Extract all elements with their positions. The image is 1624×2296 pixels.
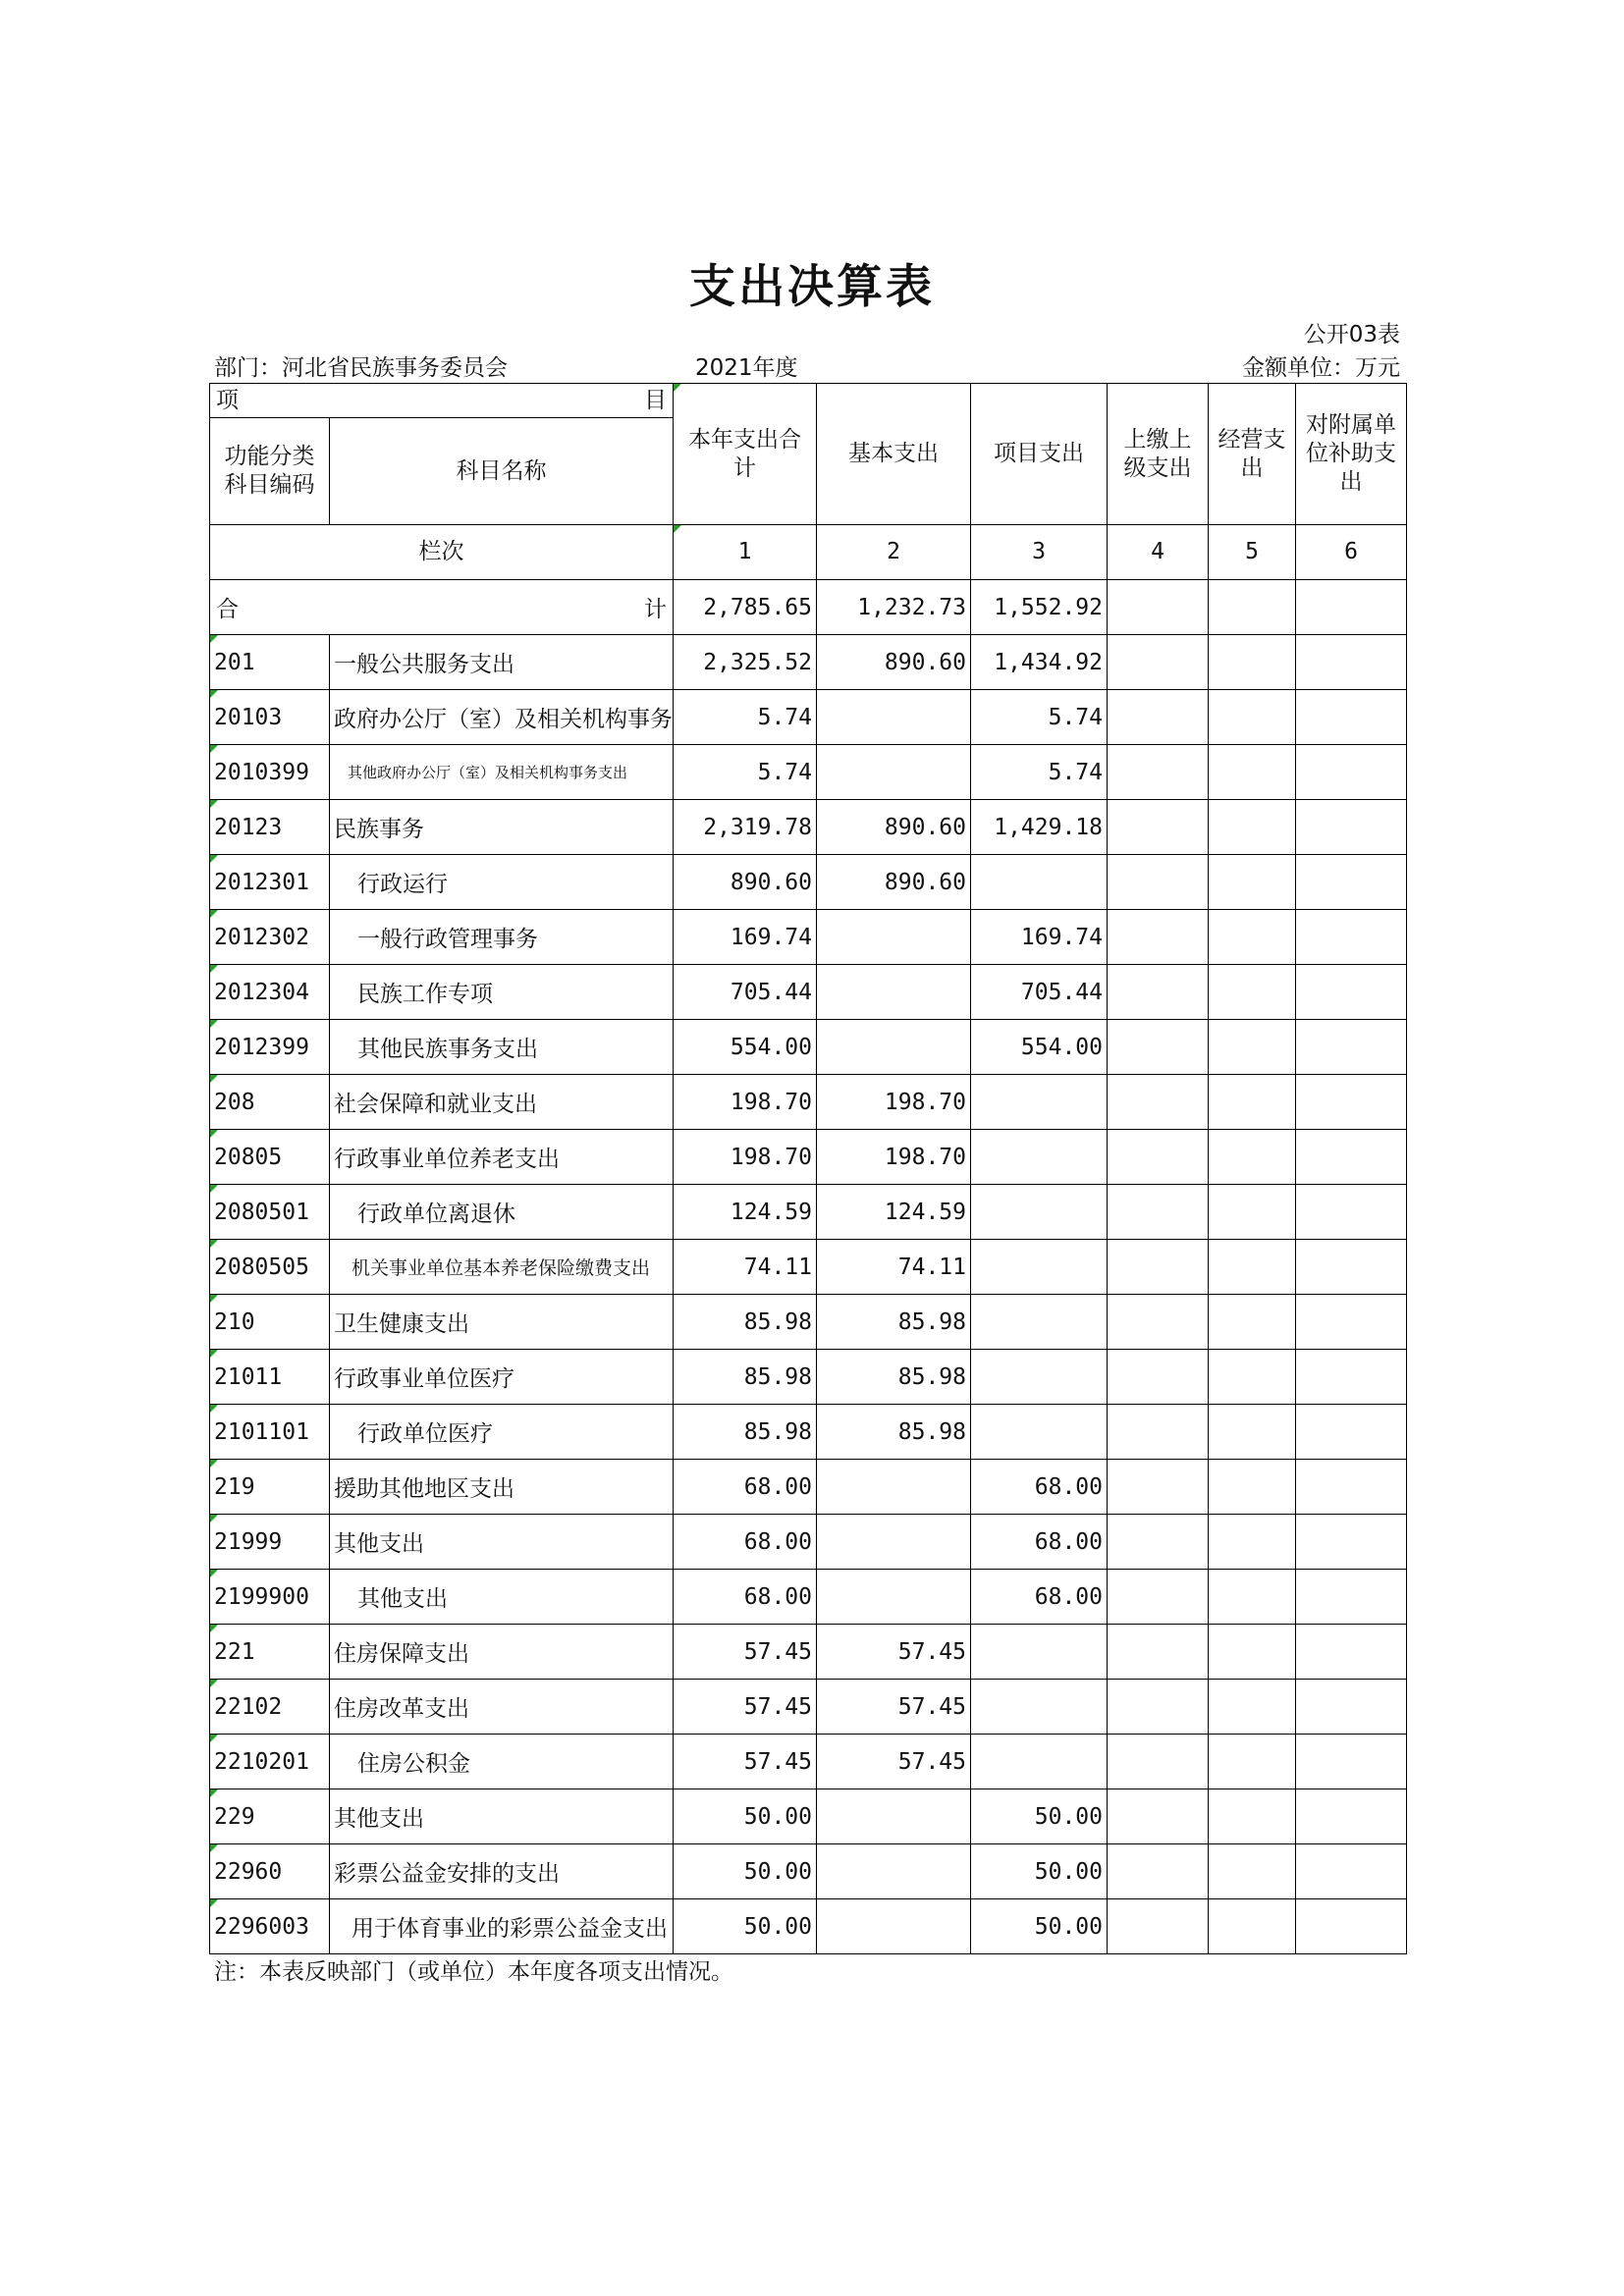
row-c3 (971, 1680, 1108, 1735)
row-c3: 5.74 (971, 745, 1108, 800)
expenditure-table (209, 383, 1407, 1954)
row-c2 (817, 1899, 971, 1954)
row-c1: 890.60 (674, 855, 817, 910)
header-col2: 基本支出 (817, 384, 971, 525)
row-c2: 85.98 (817, 1350, 971, 1405)
item-header (210, 384, 674, 418)
header-col5: 经营支出 (1209, 384, 1296, 525)
row-name: 政府办公厅（室）及相关机构事务 (330, 690, 674, 745)
row-code: 201 (210, 635, 330, 690)
table-row (210, 1240, 1407, 1295)
row-name: 一般行政管理事务 (330, 910, 674, 965)
row-code: 210 (210, 1295, 330, 1350)
row-c2: 57.45 (817, 1625, 971, 1680)
row-c3: 68.00 (971, 1515, 1108, 1570)
row-c3: 50.00 (971, 1899, 1108, 1954)
row-c1: 198.70 (674, 1130, 817, 1185)
table-row (210, 1075, 1407, 1130)
department-label: 部门：河北省民族事务委员会 (214, 355, 508, 381)
row-name: 其他支出 (330, 1789, 674, 1844)
row-c1: 5.74 (674, 690, 817, 745)
table-row (210, 635, 1407, 690)
row-c2: 890.60 (817, 855, 971, 910)
row-c1: 2,325.52 (674, 635, 817, 690)
row-name: 其他政府办公厅（室）及相关机构事务支出 (330, 745, 674, 800)
row-name: 彩票公益金安排的支出 (330, 1844, 674, 1899)
row-c3 (971, 1185, 1108, 1240)
row-code: 208 (210, 1075, 330, 1130)
page-title: 支出决算表 (689, 260, 935, 314)
table-row (210, 910, 1407, 965)
row-c2: 57.45 (817, 1680, 971, 1735)
row-c1: 68.00 (674, 1460, 817, 1515)
row-c3: 1,434.92 (971, 635, 1108, 690)
row-c2 (817, 1020, 971, 1075)
item-header-right: 目 (644, 387, 667, 413)
row-c2 (817, 1570, 971, 1625)
row-code: 2012302 (210, 910, 330, 965)
row-c2 (817, 745, 971, 800)
row-c2 (817, 965, 971, 1020)
row-code: 2296003 (210, 1899, 330, 1954)
table-row (210, 1680, 1407, 1735)
row-c3 (971, 1405, 1108, 1460)
header-col4: 上缴上级支出 (1108, 384, 1209, 525)
row-c3 (971, 1625, 1108, 1680)
row-name: 其他民族事务支出 (330, 1020, 674, 1075)
row-name: 行政运行 (330, 855, 674, 910)
row-c2: 85.98 (817, 1405, 971, 1460)
row-c1: 5.74 (674, 745, 817, 800)
row-c3: 68.00 (971, 1570, 1108, 1625)
index-3: 3 (971, 525, 1108, 580)
row-c2 (817, 690, 971, 745)
row-c2: 198.70 (817, 1075, 971, 1130)
row-c3 (971, 1735, 1108, 1789)
row-c1: 85.98 (674, 1350, 817, 1405)
table-row (210, 1570, 1407, 1625)
row-c3: 1,429.18 (971, 800, 1108, 855)
row-c1: 50.00 (674, 1844, 817, 1899)
row-code: 2012304 (210, 965, 330, 1020)
row-c2: 74.11 (817, 1240, 971, 1295)
row-c3 (971, 1130, 1108, 1185)
total-label-left: 合 (216, 597, 239, 622)
row-name: 机关事业单位基本养老保险缴费支出 (330, 1240, 674, 1295)
row-c1: 554.00 (674, 1020, 817, 1075)
row-code: 2080501 (210, 1185, 330, 1240)
row-name: 社会保障和就业支出 (330, 1075, 674, 1130)
footnote: 注：本表反映部门（或单位）本年度各项支出情况。 (214, 1959, 733, 1985)
total-label (210, 580, 674, 635)
row-code: 2012399 (210, 1020, 330, 1075)
row-c1: 57.45 (674, 1680, 817, 1735)
row-code: 21999 (210, 1515, 330, 1570)
row-c1: 705.44 (674, 965, 817, 1020)
row-name: 住房保障支出 (330, 1625, 674, 1680)
form-number: 公开03表 (1303, 322, 1400, 347)
index-label: 栏次 (210, 525, 674, 580)
row-c2: 57.45 (817, 1735, 971, 1789)
row-c2: 198.70 (817, 1130, 971, 1185)
table-row (210, 1460, 1407, 1515)
row-code: 2210201 (210, 1735, 330, 1789)
row-c2 (817, 910, 971, 965)
row-code: 2010399 (210, 745, 330, 800)
row-name: 行政单位医疗 (330, 1405, 674, 1460)
row-c1: 85.98 (674, 1295, 817, 1350)
table-row (210, 1515, 1407, 1570)
row-c2 (817, 1844, 971, 1899)
row-c3: 705.44 (971, 965, 1108, 1020)
index-2: 2 (817, 525, 971, 580)
header-col3: 项目支出 (971, 384, 1108, 525)
table-row (210, 1899, 1407, 1954)
row-c2: 890.60 (817, 800, 971, 855)
row-c3: 68.00 (971, 1460, 1108, 1515)
row-name: 一般公共服务支出 (330, 635, 674, 690)
row-c2 (817, 1460, 971, 1515)
header-code: 功能分类科目编码 (210, 418, 330, 525)
row-c1: 68.00 (674, 1515, 817, 1570)
row-code: 2080505 (210, 1240, 330, 1295)
row-c1: 198.70 (674, 1075, 817, 1130)
total-row (210, 580, 1407, 635)
row-c3: 5.74 (971, 690, 1108, 745)
row-c2 (817, 1515, 971, 1570)
row-c1: 2,319.78 (674, 800, 817, 855)
row-c3 (971, 1350, 1108, 1405)
table-row (210, 1625, 1407, 1680)
row-c1: 124.59 (674, 1185, 817, 1240)
row-name: 民族事务 (330, 800, 674, 855)
row-c1: 50.00 (674, 1789, 817, 1844)
total-c3: 1,552.92 (971, 580, 1108, 635)
header-name: 科目名称 (330, 418, 674, 525)
row-code: 22102 (210, 1680, 330, 1735)
row-name: 用于体育事业的彩票公益金支出 (330, 1899, 674, 1954)
row-code: 2199900 (210, 1570, 330, 1625)
amount-unit: 金额单位：万元 (1242, 355, 1400, 381)
total-c2: 1,232.73 (817, 580, 971, 635)
table-row (210, 965, 1407, 1020)
row-c3: 554.00 (971, 1020, 1108, 1075)
index-5: 5 (1209, 525, 1296, 580)
row-c1: 50.00 (674, 1899, 817, 1954)
fiscal-year: 2021年度 (695, 355, 798, 381)
table-row (210, 1130, 1407, 1185)
table-row (210, 1020, 1407, 1075)
row-code: 22960 (210, 1844, 330, 1899)
row-code: 229 (210, 1789, 330, 1844)
row-code: 20123 (210, 800, 330, 855)
row-c2 (817, 1789, 971, 1844)
index-6: 6 (1296, 525, 1407, 580)
row-code: 20805 (210, 1130, 330, 1185)
row-c1: 85.98 (674, 1405, 817, 1460)
row-name: 援助其他地区支出 (330, 1460, 674, 1515)
table-row (210, 690, 1407, 745)
row-code: 221 (210, 1625, 330, 1680)
row-c3 (971, 855, 1108, 910)
row-code: 219 (210, 1460, 330, 1515)
index-4: 4 (1108, 525, 1209, 580)
table-row (210, 1735, 1407, 1789)
table-row (210, 855, 1407, 910)
row-name: 住房改革支出 (330, 1680, 674, 1735)
row-c1: 57.45 (674, 1625, 817, 1680)
row-code: 20103 (210, 690, 330, 745)
row-code: 21011 (210, 1350, 330, 1405)
row-name: 卫生健康支出 (330, 1295, 674, 1350)
row-name: 行政单位离退休 (330, 1185, 674, 1240)
row-c1: 57.45 (674, 1735, 817, 1789)
index-1: 1 (674, 525, 817, 580)
table-row (210, 1295, 1407, 1350)
row-c3 (971, 1240, 1108, 1295)
table-row (210, 1405, 1407, 1460)
row-c3: 50.00 (971, 1789, 1108, 1844)
row-name: 其他支出 (330, 1515, 674, 1570)
table-row (210, 1350, 1407, 1405)
total-label-right: 计 (644, 597, 667, 622)
row-code: 2101101 (210, 1405, 330, 1460)
row-code: 2012301 (210, 855, 330, 910)
row-name: 行政事业单位养老支出 (330, 1130, 674, 1185)
table-row (210, 745, 1407, 800)
row-c3: 169.74 (971, 910, 1108, 965)
row-c1: 169.74 (674, 910, 817, 965)
row-c1: 74.11 (674, 1240, 817, 1295)
row-c3 (971, 1075, 1108, 1130)
row-name: 民族工作专项 (330, 965, 674, 1020)
table-row (210, 1185, 1407, 1240)
row-name: 其他支出 (330, 1570, 674, 1625)
row-name: 住房公积金 (330, 1735, 674, 1789)
row-c3: 50.00 (971, 1844, 1108, 1899)
row-c2: 124.59 (817, 1185, 971, 1240)
total-c1: 2,785.65 (674, 580, 817, 635)
row-c2: 85.98 (817, 1295, 971, 1350)
table-row (210, 1789, 1407, 1844)
header-col6: 对附属单位补助支出 (1296, 384, 1407, 525)
table-row (210, 1844, 1407, 1899)
row-c1: 68.00 (674, 1570, 817, 1625)
row-c3 (971, 1295, 1108, 1350)
header-col1: 本年支出合计 (674, 384, 817, 525)
table-row (210, 800, 1407, 855)
item-header-left: 项 (216, 387, 239, 413)
row-c2: 890.60 (817, 635, 971, 690)
row-name: 行政事业单位医疗 (330, 1350, 674, 1405)
